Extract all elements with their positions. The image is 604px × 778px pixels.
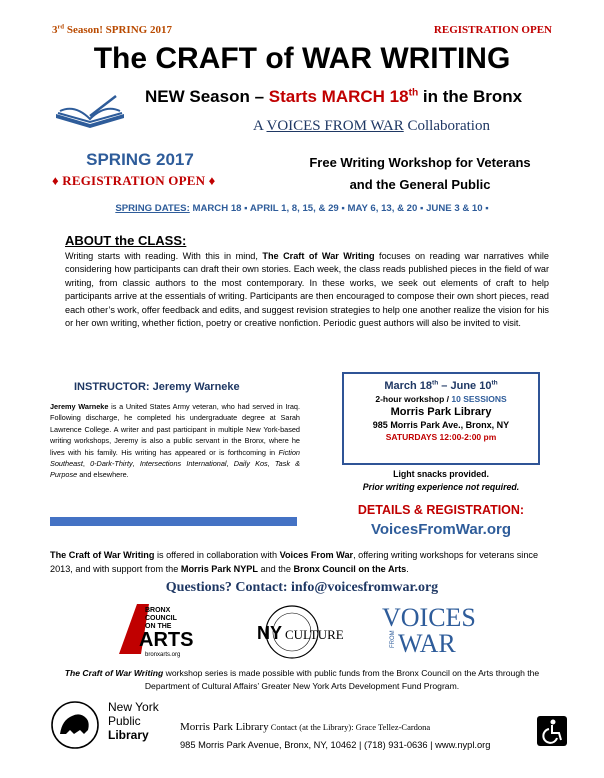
registration-open-header: REGISTRATION OPEN [433,24,552,36]
bronx-council-logo [115,600,205,660]
svg-text:ON THE: ON THE [145,623,172,630]
svg-text:BRONX: BRONX [145,607,171,614]
svg-text:VOICES: VOICES [382,603,476,632]
divider-bar [50,517,297,526]
website-link[interactable]: VoicesFromWar.org [370,521,512,538]
svg-text:bronxarts.org: bronxarts.org [145,652,181,658]
spring-dates: SPRING DATES: MARCH 18 ▪ APRIL 1, 8, 15, & 29 ▪ MAY 6, 13, & 20 ▪ JUNE 3 & 10 ▪ [115,203,489,214]
instructor-bio: Jeremy Warneke is a United States Army veteran, who had served in Iraq. Following discharge, he completed his undergraduate degree at Sarah Lawrence College. A writer and past participant in multiple New York-based writing workshops, Jeremy is also a public servant in the Bronx, where he lives with his family. His writing has appeared or is forthcoming in Fiction Southeast, 0-Dark-Thirty, Intersections International, Daily Kos, Task & Purpose and elsewhere. [50,402,301,480]
footer-address: 985 Morris Park Avenue, Bronx, NY, 10462 | (718) 931-0636 | www.nypl.org [180,740,491,750]
svg-text:FROM: FROM [390,630,396,648]
snacks-note: Light snacks provided. [393,469,489,479]
season-label: 3rd Season! SPRING 2017 [52,23,172,36]
about-paragraph: Writing starts with reading. With this in mind, The Craft of War Writing focuses on reading war narratives while considering how participants can draft their own stories. Each week, the class reads published pieces in the field of war writing, from classic authors to the most contemporary. In these works, we seek out elements of craft to help participants arrive at the essentials of writing. Participants are then encouraged to compose their own short pieces, read each other’s work, offer feedback and edits, and suggest revision strategies to help one another realize the vision for his or her own writing, whether fiction, poetry or creative nonfiction. Periodic guest authors will also be invited to visit. [65,251,549,329]
collaboration-line: A VOICES FROM WAR Collaboration [253,118,490,134]
instructor-heading: INSTRUCTOR: Jeremy Warneke [74,381,240,393]
funding-note: The Craft of War Writing workshop series is made possible with public funds from the Bronx Council on the Arts through the Department of Cultural Affairs’ Greater New York Arts Development Fund Program. [64,668,540,691]
registration-open-banner: ♦ REGISTRATION OPEN ♦ [52,173,216,188]
page-title: The CRAFT of WAR WRITING [93,42,511,75]
questions-contact[interactable]: Questions? Contact: info@voicesfromwar.org [165,580,439,595]
details-registration: DETAILS & REGISTRATION: [357,503,525,517]
about-heading: ABOUT the CLASS: [65,233,187,248]
box-dates: March 18th – June 10th [384,379,498,392]
svg-text:CULTURE: CULTURE [285,627,344,642]
free-workshop-heading: Free Writing Workshop for Veterans and the General Public [309,155,531,192]
box-library: Morris Park Library [390,406,492,418]
open-book-pen-icon [50,92,130,132]
wheelchair-accessible-icon [537,716,567,746]
svg-text:WAR: WAR [398,629,456,658]
svg-text:NY: NY [257,623,283,643]
svg-text:COUNCIL: COUNCIL [145,615,177,622]
season-start-line: NEW Season – Starts MARCH 18th in the Bronx [145,87,523,106]
box-workshop: 2-hour workshop / 10 SESSIONS [375,394,507,404]
schedule-box [342,372,540,465]
voices-from-war-logo [380,602,480,658]
nypl-wordmark: New York Public Library [108,700,159,742]
svg-text:ARTS: ARTS [139,629,194,651]
prior-experience-note: Prior writing experience not required. [362,482,520,492]
nypl-lion-icon [50,700,100,750]
collaboration-paragraph: The Craft of War Writing is offered in collaboration with Voices From War, offering writing workshops for veterans since 2013, and with support from the Morris Park NYPL and the Bronx Council on the Arts. [50,550,539,574]
box-address: 985 Morris Park Ave., Bronx, NY [372,420,510,430]
nyc-culture-logo [235,604,350,660]
footer-library-contact: Morris Park Library Contact (at the Library): Grace Tellez-Cardona [180,721,431,733]
box-saturdays: SATURDAYS 12:00-2:00 pm [385,432,497,442]
spring-title: SPRING 2017 [86,150,194,169]
